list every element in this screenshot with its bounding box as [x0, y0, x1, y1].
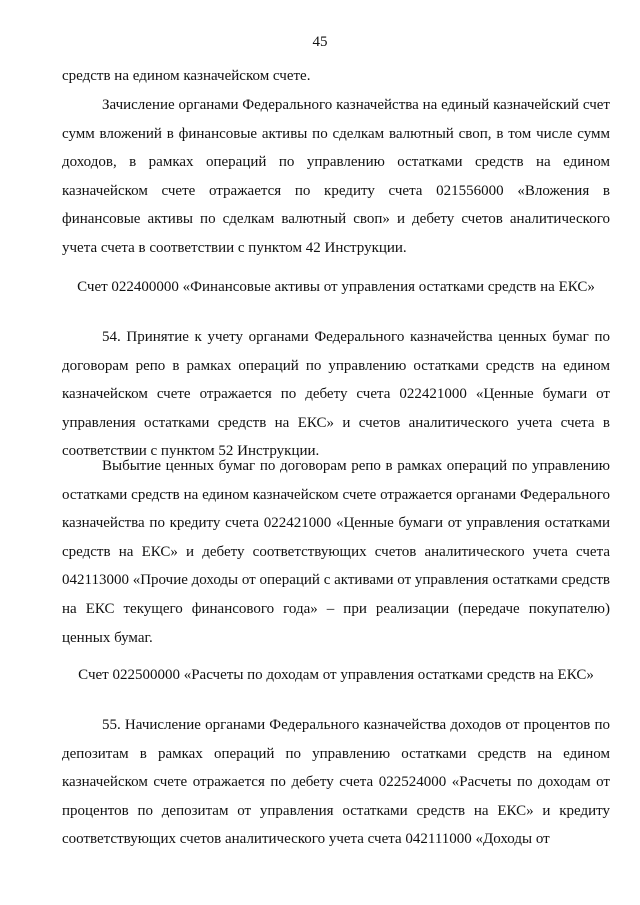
paragraph-55: 55. Начисление органами Федерального казначейства доходов от процентов по депозитам в рамках операций по управлению остатками средств на едином казначейском счете отражается по дебету счета 022524000 «Расчеты по доходам от процентов по депозитам от управления остатками средств на ЕКС» и кредиту соответствующих счетов аналитического учета счета 042111000 «Доходы от	[62, 717, 610, 848]
paragraph-securities-disposal: Выбытие ценных бумаг по договорам репо в рамках операций по управлению остатками средств на едином казначейском счете отражается органами Федерального казначейства по кредиту счета 022421000 «Ценные бумаги от управления остатками средств на ЕКС» и дебету соответствующих счетов аналитического учета счета 042113000 «Прочие доходы от операций с активами от управления остатками средств на ЕКС текущего финансового года» – при реализации (передаче покупателю) ценных бумаг.	[62, 458, 610, 646]
paragraph-54: 54. Принятие к учету органами Федерального казначейства ценных бумаг по договорам репо в рамках операций по управлению остатками средств на едином казначейском счете отражается по дебету счета 022421000 «Ценные бумаги от управления остатками средств на ЕКС» и счетов аналитического учета счета в соответствии с пунктом 52 Инструкции.	[62, 329, 610, 460]
paragraph-currency-swap: Зачисление органами Федерального казначейства на единый казначейский счет сумм вложений в финансовые активы по сделкам валютный своп, в том числе сумм доходов, в рамках операций по управлению остатками средств на едином казначейском счете отражается по кредиту счета 021556000 «Вложения в финансовые активы по сделкам валютный своп» и дебету счетов аналитического учета счета в соответствии с пунктом 42 Инструкции.	[62, 97, 610, 256]
page-number: 45	[312, 34, 328, 50]
section-heading-022500000: Счет 022500000 «Расчеты по доходам от управления остатками средств на ЕКС»	[78, 667, 594, 683]
paragraph-continuation: средств на едином казначейском счете.	[62, 68, 311, 84]
section-heading-022400000: Счет 022400000 «Финансовые активы от управления остатками средств на ЕКС»	[77, 279, 595, 295]
